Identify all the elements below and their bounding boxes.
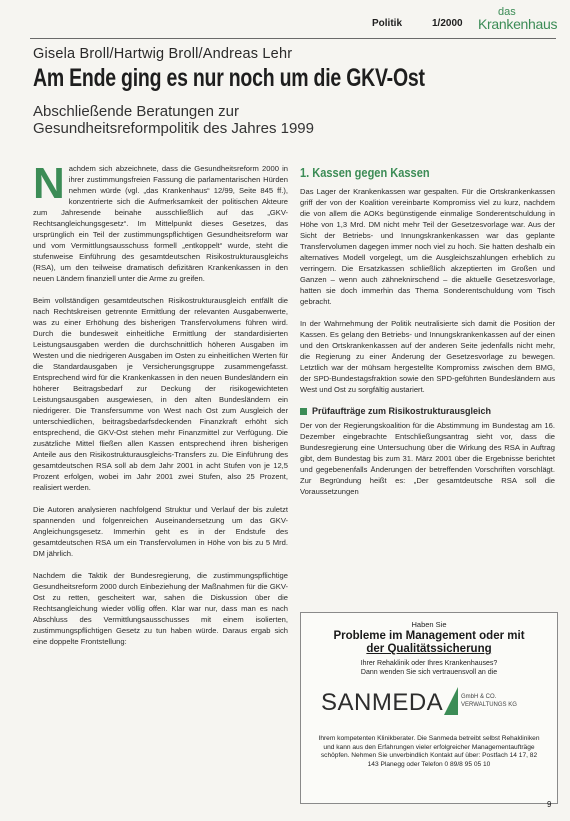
journal-logo-name: Krankenhaus: [478, 16, 558, 32]
page-number: 9: [547, 800, 552, 809]
ad-kicker: Haben Sie: [411, 620, 447, 629]
ad-body-text: Ihrem kompetenten Klinikberater. Die Sanmeda betreibt selbst Rehakliniken und kann aus den Erfahrungen vieler erfolgreicher Managementaufträge schöpfen. Nehmen Sie unverbindlich Kontakt auf über: Postfach 14 17, 82 143 Planegg oder Telefon 0 89/8 95 05 10: [318, 735, 540, 768]
subsection-heading: [300, 406, 555, 416]
ad-firm-line2: VERWALTUNGS KG: [461, 702, 517, 708]
header-rule: [30, 38, 556, 39]
ad-firm-type: [461, 693, 517, 709]
drop-cap: N: [33, 159, 65, 208]
intro-paragraph: [33, 159, 288, 284]
sanmeda-logo-icon: [444, 687, 458, 715]
ad-question-line1: Ihrer Rehaklinik oder Ihres Krankenhauses?: [360, 660, 498, 667]
ad-question-line2: Dann wenden Sie sich vertrauensvoll an die: [360, 669, 498, 676]
issue-label: 1/2000: [432, 18, 463, 29]
right-column: [300, 186, 555, 508]
ad-brand-name: SANMEDA: [321, 689, 444, 716]
section-label: Politik: [372, 18, 403, 29]
body-paragraph: Beim vollständigen gesamtdeutschen Risikostrukturausgleich entfällt die nach Rechtskreisen getrennte Ermittlung der relevanten Ausgabenwerte, was zu einer Erhöhung des bisherigen Transfervolumens führen wird. Durch die bundesweit einheitliche Ermittlung der standardisierten Leistungsausgaben werden die durchschnittlich höheren Ausgaben im Westen und die niedrigeren Ausgaben im Osten zu einheitlichen Werten für die Standardausgaben je Versicherungsgruppe zusammengefasst. Entsprechend wird für die Krankenkassen in den neuen Bundesländern ein höherer Beitragsbedarf zur Deckung der risikogewichteten Leistungsausgaben ausgewiesen, in den alten Bundesländern ein niedrigerer. Die Transfersumme von West nach Ost zum Ausgleich der unterschiedlichen, beitragsbedarfsdeckenden Finanzkraft erhöht sich entsprechend, die GKV-Ost stehen mehr Finanzmittel zur Verfügung. Die zusätzliche Mittel fließen allen Kassen entsprechend ihren bisherigen Anteile aus den Risikostrukturausgleichs-Transfers zu. Die Einführung des gesamtdeutschen RSA soll ab dem Jahr 2001 in acht Stufen von je 12,5 Prozent erfolgen, wobei im Jahr 2001 zwei Stufen, also 25 Prozent, realisiert werden.: [33, 296, 288, 492]
bullet-square-icon: [300, 408, 307, 415]
article-subhead: Abschließende Beratungen zur Gesundheitsreformpolitik des Jahres 1999: [33, 103, 314, 137]
body-paragraph: Nachdem die Taktik der Bundesregierung, die zustimmungspflichtige Gesundheitsreform 2000 durch Einbeziehung der Maßnahmen für die GKV-Ost zu retten, gescheitert war, sahen die Diskussion über die Rechtsangleichung wieder völlig offen. Klar war nur, dass man es nach Abschluss des Vermittlungsausschusses mit einem isolierten, zustimmungspflichtigen Gesetz zu tun haben würde. Daraus ergab sich eine doppelte Frontstellung:: [33, 571, 288, 646]
intro-text: achdem sich abzeichnete, dass die Gesundheitsreform 2000 in ihrer zustimmungsfreien Fassung die parlamentarischen Hürden nehmen würde (vgl. „das Krankenhaus“ 12/99, Seite 845 ff.), konzentrierte sich die Aufmerksamkeit der politischen Akteure zum Jahresende beinahe ausschließlich auf das „GKV-Rechtsangleichungsgesetz“. Im Mittelpunkt dieses Gesetzes, das ursprünglich ein Teil der zustimmungspflichtigen Gesundheitsreform war und vom Vermittlungsausschuss formell „entkoppelt“ wurde, steht die stufenweise Einführung des gesamtdeutschen Risikostrukturausgleichs (RSA), um den teilweise dramatisch defizitären Krankenkassen in den neuen Ländern finanziell unter die Arme zu greifen.: [33, 164, 288, 283]
running-header: [0, 5, 570, 35]
body-paragraph: Das Lager der Krankenkassen war gespalten. Für die Ortskrankenkassen griff der von der Koalition vereinbarte Kompromiss viel zu kurz, nachdem die von allem die AOKs begünstigende einmalige Sonderentschuldung in Höhe von 1,3 Mrd. DM nicht mehr Teil der Gesetzesvorlage war. Aus der Sicht der Betriebs- und Innungskrankenkassen war das geplante Transfervolumen dagegen immer noch viel zu hoch. Sie hatten deshalb ein alternatives Modell vorgelegt, um die Ausgleichszahlungen erheblich zu verringern. Die Ersatzkassen schließlich akzeptierten im Großen und Ganzen – wenn auch zähneknirschend – die aktuelle Gesetzesvorlage, hatten sie doch immerhin das Thema Sonderentschuldung vom Tisch gebracht.: [300, 187, 555, 306]
section-heading: 1. Kassen gegen Kassen: [300, 165, 430, 180]
journal-logo-prefix: das: [498, 6, 516, 18]
ad-headline-line1: Probleme im Management oder mit: [333, 630, 525, 642]
body-paragraph: In der Wahrnehmung der Politik neutralisierte sich damit die Position der Kassen. Es gelang den Betriebs- und Innungskrankenkassen auf der einen und den Ortskrankenkassen auf der anderen Seite jedenfalls nicht mehr, die Regierung zu einer Änderung der Gesetzesvorlage zu bewegen. Letztlich war der mühsam hergestellte Kompromiss zwischen dem BMG, der SPD-Bundestagsfraktion sowie den SPD-geführten Bundesländern aus West und Ost zu sorgfältig austariert.: [300, 319, 555, 394]
subsection-heading-text: Prüfaufträge zum Risikostrukturausgleich: [312, 406, 492, 416]
advertisement-box: [300, 612, 558, 804]
article-authors: Gisela Broll/Hartwig Broll/Andreas Lehr: [33, 46, 293, 62]
ad-headline: [301, 630, 557, 656]
ad-firm-line1: GmbH & CO.: [461, 694, 497, 700]
ad-logo: [311, 687, 547, 727]
ad-questions: [301, 659, 557, 677]
body-paragraph: Die Autoren analysieren nachfolgend Struktur und Verlauf der bis zuletzt spannenden und folgenreichen Auseinandersetzung um das GKV-Angleichungsgesetz. Immerhin geht es in der Endstufe des gesamtdeutschen RSA um ein Transfervolumen in Höhe von bis zu 5 Mrd. DM jährlich.: [33, 505, 288, 558]
article-headline: Am Ende ging es nur noch um die GKV-Ost: [33, 64, 425, 92]
left-column: [33, 159, 288, 658]
body-paragraph: Der von der Regierungskoalition für die Abstimmung im Bundestag am 16. Dezember eingebrachte Entschließungsantrag sieht vor, dass die Bundesregierung eine Untersuchung über die Wirkung des RSA in Auftrag gibt, dem Bundestag bis zum 31. März 2001 über die Ergebnisse berichtet und gegebenenfalls Änderungen der betreffenden Vorschriften vorschlägt. Zur Begründung heißt es: „Der gesamtdeutsche RSA soll die Voraussetzungen: [300, 421, 555, 496]
ad-headline-line2: der Qualitätssicherung: [366, 643, 492, 655]
